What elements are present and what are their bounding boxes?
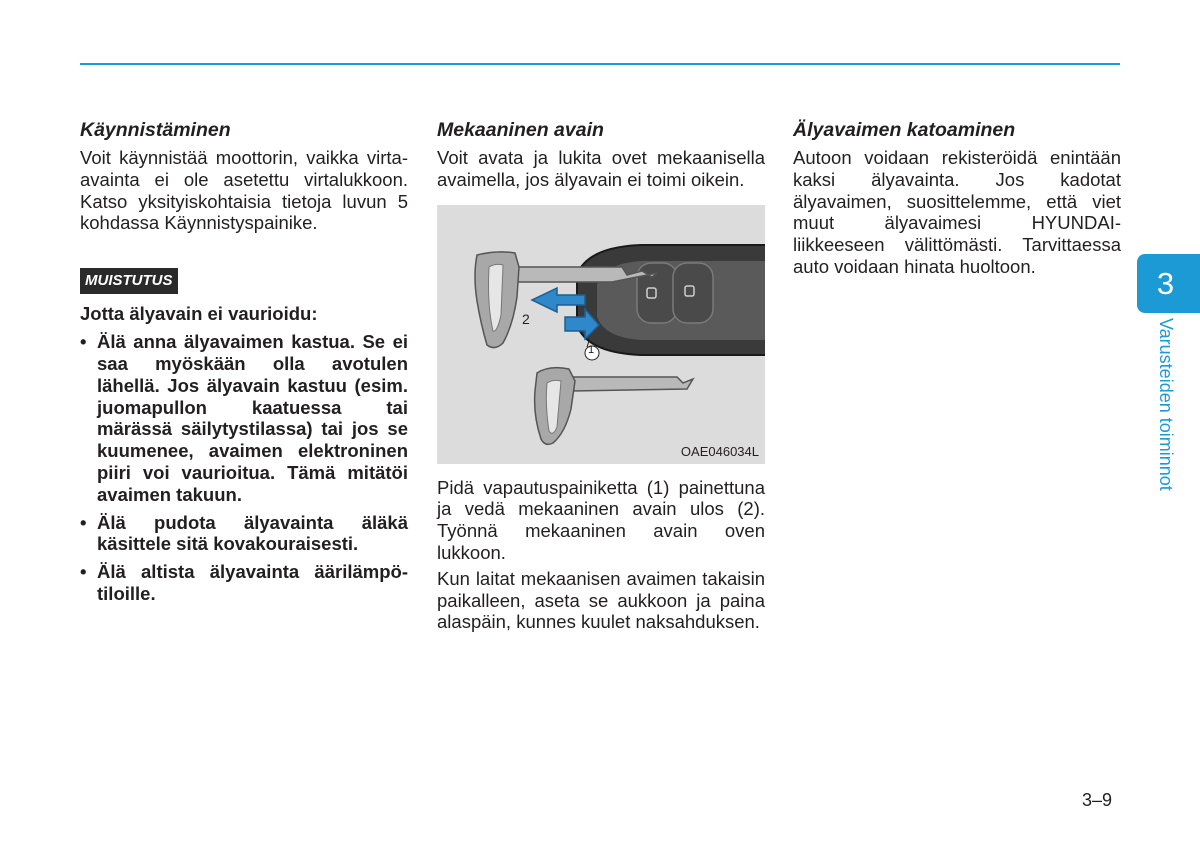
column-mechanical-key [437,118,765,633]
notice-item: • Älä pudota älyavainta äläkä käsittele sitä kovakouraisesti. [80,511,408,555]
page-number: 3–9 [1082,790,1113,810]
section-body-lost-key: Autoon voidaan rekisteröidä enintään kaksi älyavainta. Jos kadotat älyavaimen, suosittelemme, että viet muut älyavaimesi HYUNDAI-liikkeeseen välittömästi. Tarvittaessa auto voidaan hinata huoltoon. [793,147,1121,277]
section-title-mechanical-key: Mekaaninen avain [437,119,604,141]
notice-item: • Älä anna älyavaimen kastua. Se ei saa myöskään olla avotulen lähellä. Jos älyavain kastuu (esim. juomapullon kaatuessa tai märässä säilytystilassa) tai jos se kuumenee, avaimen elektroninen piiri voi vaurioitua. Tämä mitätöi avaimen takuun. [80,331,408,505]
notice-list [80,331,408,605]
section-title-starting: Käynnistäminen [80,119,231,141]
bullet-icon: • [80,331,87,353]
chapter-title: Varusteiden toiminnot [1156,318,1176,491]
bullet-icon: • [80,561,87,583]
figure-caption [437,477,765,634]
figure-label-2: 2 [522,310,530,327]
notice-heading: Jotta älyavain ei vaurioidu: [80,303,318,325]
caption-paragraph-1: Pidä vapautuspainiketta (1) painettuna ja vedä mekaaninen avain ulos (2). Työnnä mekaaninen avain oven lukkoon. [437,476,765,563]
column-lost-key [793,118,1121,278]
figure-code: OAE046034L [680,443,759,459]
section-title-lost-key: Älyavaimen katoaminen [793,119,1016,141]
chapter-number-tab: 3 [1137,254,1200,313]
section-body-starting: Voit käynnistää moottorin, vaikka virta-avainta ei ole asetettu virtalukkoon. Katso yksityiskohtaisia tietoja luvun 5 kohdassa Käynnistyspainike. [80,147,408,234]
section-body-mechanical-key: Voit avata ja lukita ovet mekaanisella avaimella, jos älyavain ei toimi oikein. [437,147,765,190]
bullet-icon: • [80,511,87,533]
column-starting [80,118,408,611]
top-rule [80,63,1120,65]
key-drawing [437,205,765,464]
key-illustration [437,205,765,464]
notice-badge: MUISTUTUS [80,268,178,294]
notice-item: • Älä altista älyavainta äärilämpötiloille. [80,561,408,604]
figure-label-1: 1 [588,343,595,356]
caption-paragraph-2: Kun laitat mekaanisen avaimen takaisin paikalleen, aseta se aukkoon ja paina alaspäin, kunnes kuulet naksahduksen. [437,567,765,633]
